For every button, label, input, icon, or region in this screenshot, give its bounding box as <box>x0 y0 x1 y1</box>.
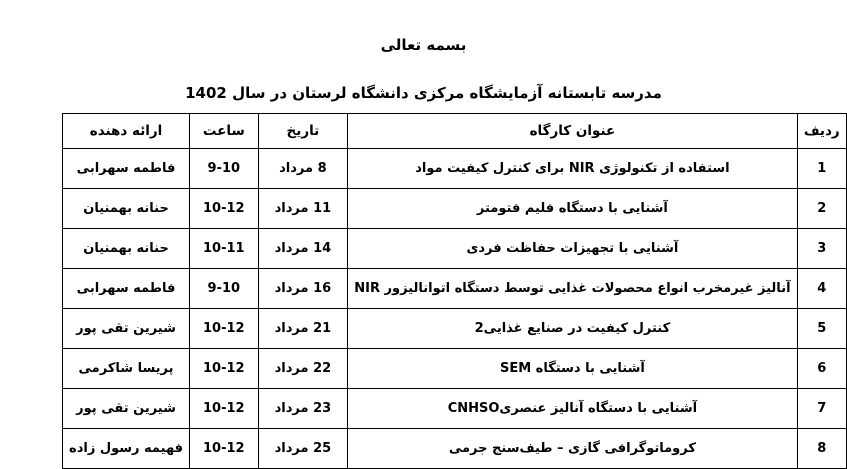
col-header-time: ساعت <box>190 114 258 149</box>
col-header-presenter: ارائه دهنده <box>63 114 190 149</box>
workshop-presenter: حنانه بهمنیان <box>63 229 190 269</box>
workshop-date: 11 مرداد <box>258 189 348 229</box>
workshop-date: 22 مرداد <box>258 349 348 389</box>
workshop-title: آشنایی با دستگاه SEM <box>348 349 797 389</box>
workshop-time: 10-12 <box>190 309 258 349</box>
workshop-time: 10-12 <box>190 429 258 469</box>
table-row <box>63 189 847 229</box>
col-header-title: عنوان کارگاه <box>348 114 797 149</box>
workshop-presenter: فهیمه رسول زاده <box>63 429 190 469</box>
workshop-time: 9-10 <box>190 149 258 189</box>
workshop-time: 10-12 <box>190 389 258 429</box>
table-header-row <box>63 114 847 149</box>
workshop-title: آنالیز غیرمخرب انواع محصولات غذایی توسط دستگاه اتوانالیزور NIR <box>348 269 797 309</box>
workshop-time: 9-10 <box>190 269 258 309</box>
workshop-title: آشنایی با دستگاه فلیم فتومتر <box>348 189 797 229</box>
row-number: 6 <box>797 349 846 389</box>
table-row <box>63 269 847 309</box>
workshop-presenter: پریسا شاکرمی <box>63 349 190 389</box>
row-number: 8 <box>797 429 846 469</box>
table-row <box>63 349 847 389</box>
table-row <box>63 149 847 189</box>
row-number: 4 <box>797 269 846 309</box>
workshop-presenter: حنانه بهمنیان <box>63 189 190 229</box>
workshop-presenter: فاطمه سهرابی <box>63 149 190 189</box>
workshop-date: 25 مرداد <box>258 429 348 469</box>
workshop-schedule-table <box>62 113 847 469</box>
row-number: 1 <box>797 149 846 189</box>
workshop-presenter: شیرین تقی پور <box>63 389 190 429</box>
table-row <box>63 429 847 469</box>
document-subtitle: مدرسه تابستانه آزمایشگاه مرکزی دانشگاه لرستان در سال 1402 <box>185 84 662 102</box>
table-row <box>63 309 847 349</box>
workshop-date: 16 مرداد <box>258 269 348 309</box>
row-number: 2 <box>797 189 846 229</box>
workshop-date: 21 مرداد <box>258 309 348 349</box>
row-number: 5 <box>797 309 846 349</box>
workshop-date: 14 مرداد <box>258 229 348 269</box>
table-row <box>63 229 847 269</box>
workshop-time: 10-12 <box>190 349 258 389</box>
workshop-title: آشنایی با دستگاه آنالیز عنصریCNHSO <box>348 389 797 429</box>
workshop-presenter: فاطمه سهرابی <box>63 269 190 309</box>
row-number: 7 <box>797 389 846 429</box>
workshop-title: آشنایی با تجهیزات حفاظت فردی <box>348 229 797 269</box>
table-row <box>63 389 847 429</box>
workshop-presenter: شیرین تقی پور <box>63 309 190 349</box>
document-title: بسمه تعالی <box>380 36 467 54</box>
workshop-date: 23 مرداد <box>258 389 348 429</box>
workshop-title: کنترل کیفیت در صنایع غذایی2 <box>348 309 797 349</box>
workshop-time: 10-11 <box>190 229 258 269</box>
col-header-row-number: ردیف <box>797 114 846 149</box>
workshop-title: استفاده از تکنولوژی NIR برای کنترل کیفیت مواد <box>348 149 797 189</box>
col-header-date: تاریخ <box>258 114 348 149</box>
workshop-time: 10-12 <box>190 189 258 229</box>
workshop-date: 8 مرداد <box>258 149 348 189</box>
row-number: 3 <box>797 229 846 269</box>
workshop-title: کروماتوگرافی گازی – طیف‌سنج جرمی <box>348 429 797 469</box>
